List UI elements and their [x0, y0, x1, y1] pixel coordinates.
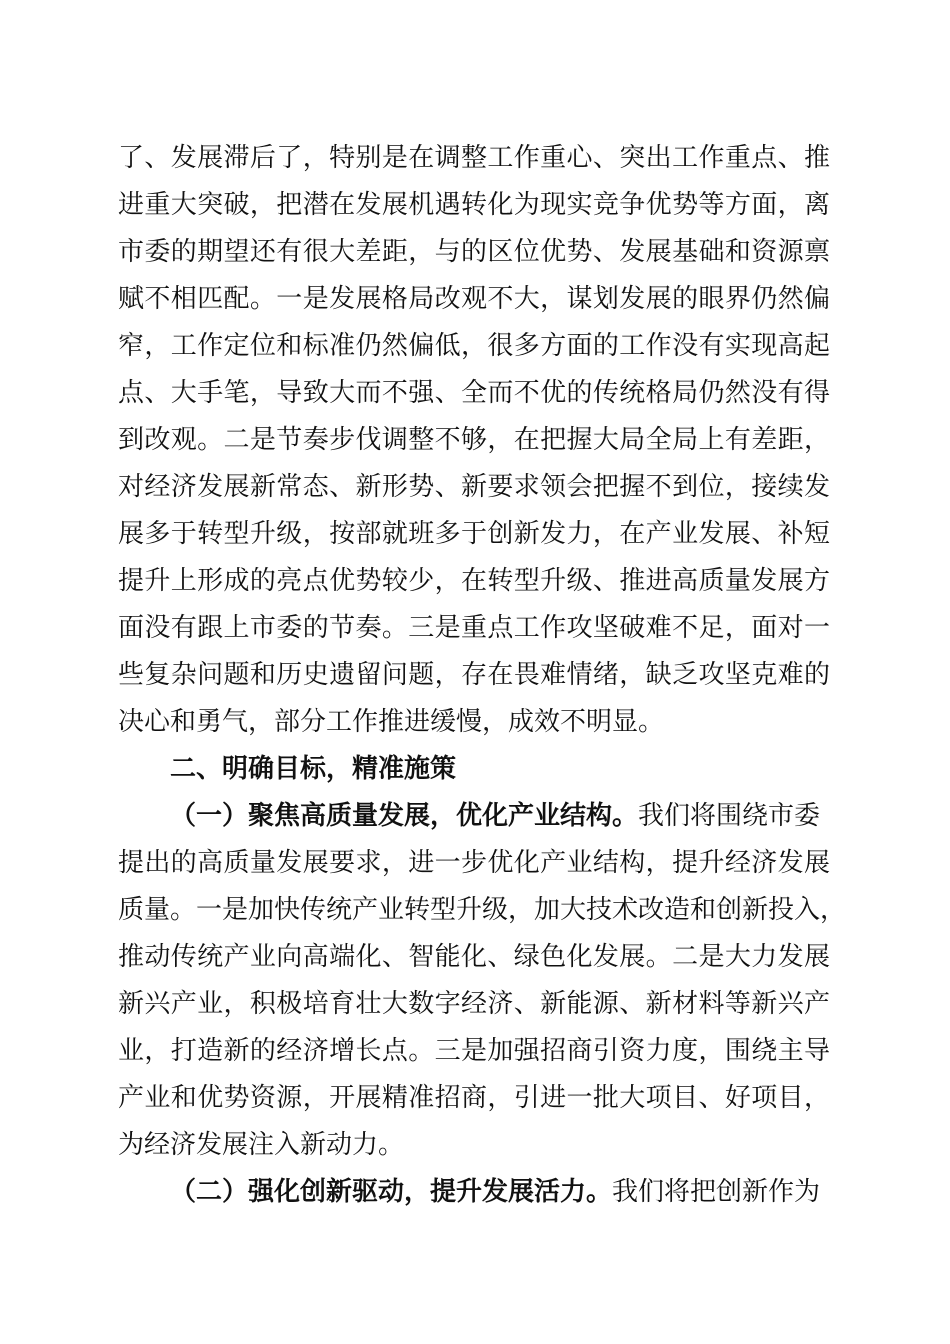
paragraph-line: 推动传统产业向高端化、智能化、绿色化发展。二是大力发展: [118, 942, 830, 972]
paragraph-line: 些复杂问题和历史遗留问题，存在畏难情绪，缺乏攻坚克难的: [118, 660, 830, 690]
paragraph-line: 赋不相匹配。一是发展格局改观不大，谋划发展的眼界仍然偏: [118, 284, 830, 314]
paragraph-line: 产业和优势资源，开展精准招商，引进一批大项目、好项目，: [118, 1083, 830, 1113]
paragraph-line: 提升上形成的亮点优势较少，在转型升级、推进高质量发展方: [118, 566, 830, 596]
paragraph-line: 展多于转型升级，按部就班多于创新发力，在产业发展、补短: [118, 519, 830, 549]
paragraph-line: 为经济发展注入新动力。: [118, 1130, 405, 1160]
paragraph-line: 决心和勇气，部分工作推进缓慢，成效不明显。: [118, 707, 665, 737]
paragraph-line: 到改观。二是节奏步伐调整不够，在把握大局全局上有差距，: [118, 425, 830, 455]
subsection-text: 我们将围绕市委: [638, 801, 821, 831]
subsection-text: 我们将把创新作为: [612, 1177, 821, 1207]
subsection-heading: （二）强化创新驱动，提升发展活力。: [170, 1177, 613, 1207]
subsection-heading: （一）聚焦高质量发展，优化产业结构。: [170, 801, 639, 831]
paragraph-line: 对经济发展新常态、新形势、新要求领会把握不到位，接续发: [118, 472, 830, 502]
paragraph-line: 新兴产业，积极培育壮大数字经济、新能源、新材料等新兴产: [118, 989, 830, 1019]
subsection-first-line: [170, 1170, 820, 1214]
paragraph-line: 质量。一是加快传统产业转型升级，加大技术改造和创新投入，: [118, 895, 847, 925]
paragraph-line: 窄，工作定位和标准仍然偏低，很多方面的工作没有实现高起: [118, 331, 830, 361]
paragraph-line: 面没有跟上市委的节奏。三是重点工作攻坚破难不足，面对一: [118, 613, 830, 643]
paragraph-line: 提出的高质量发展要求，进一步优化产业结构，提升经济发展: [118, 848, 830, 878]
paragraph-line: 了、发展滞后了，特别是在调整工作重心、突出工作重点、推: [118, 143, 830, 173]
paragraph-line: 市委的期望还有很大差距，与的区位优势、发展基础和资源禀: [118, 237, 830, 267]
section-heading: 二、明确目标，精准施策: [170, 754, 457, 784]
paragraph-line: 点、大手笔，导致大而不强、全而不优的传统格局仍然没有得: [118, 378, 830, 408]
paragraph-line: 业，打造新的经济增长点。三是加强招商引资力度，围绕主导: [118, 1036, 830, 1066]
subsection-first-line: [170, 794, 820, 838]
paragraph-line: 进重大突破，把潜在发展机遇转化为现实竞争优势等方面，离: [118, 190, 830, 220]
